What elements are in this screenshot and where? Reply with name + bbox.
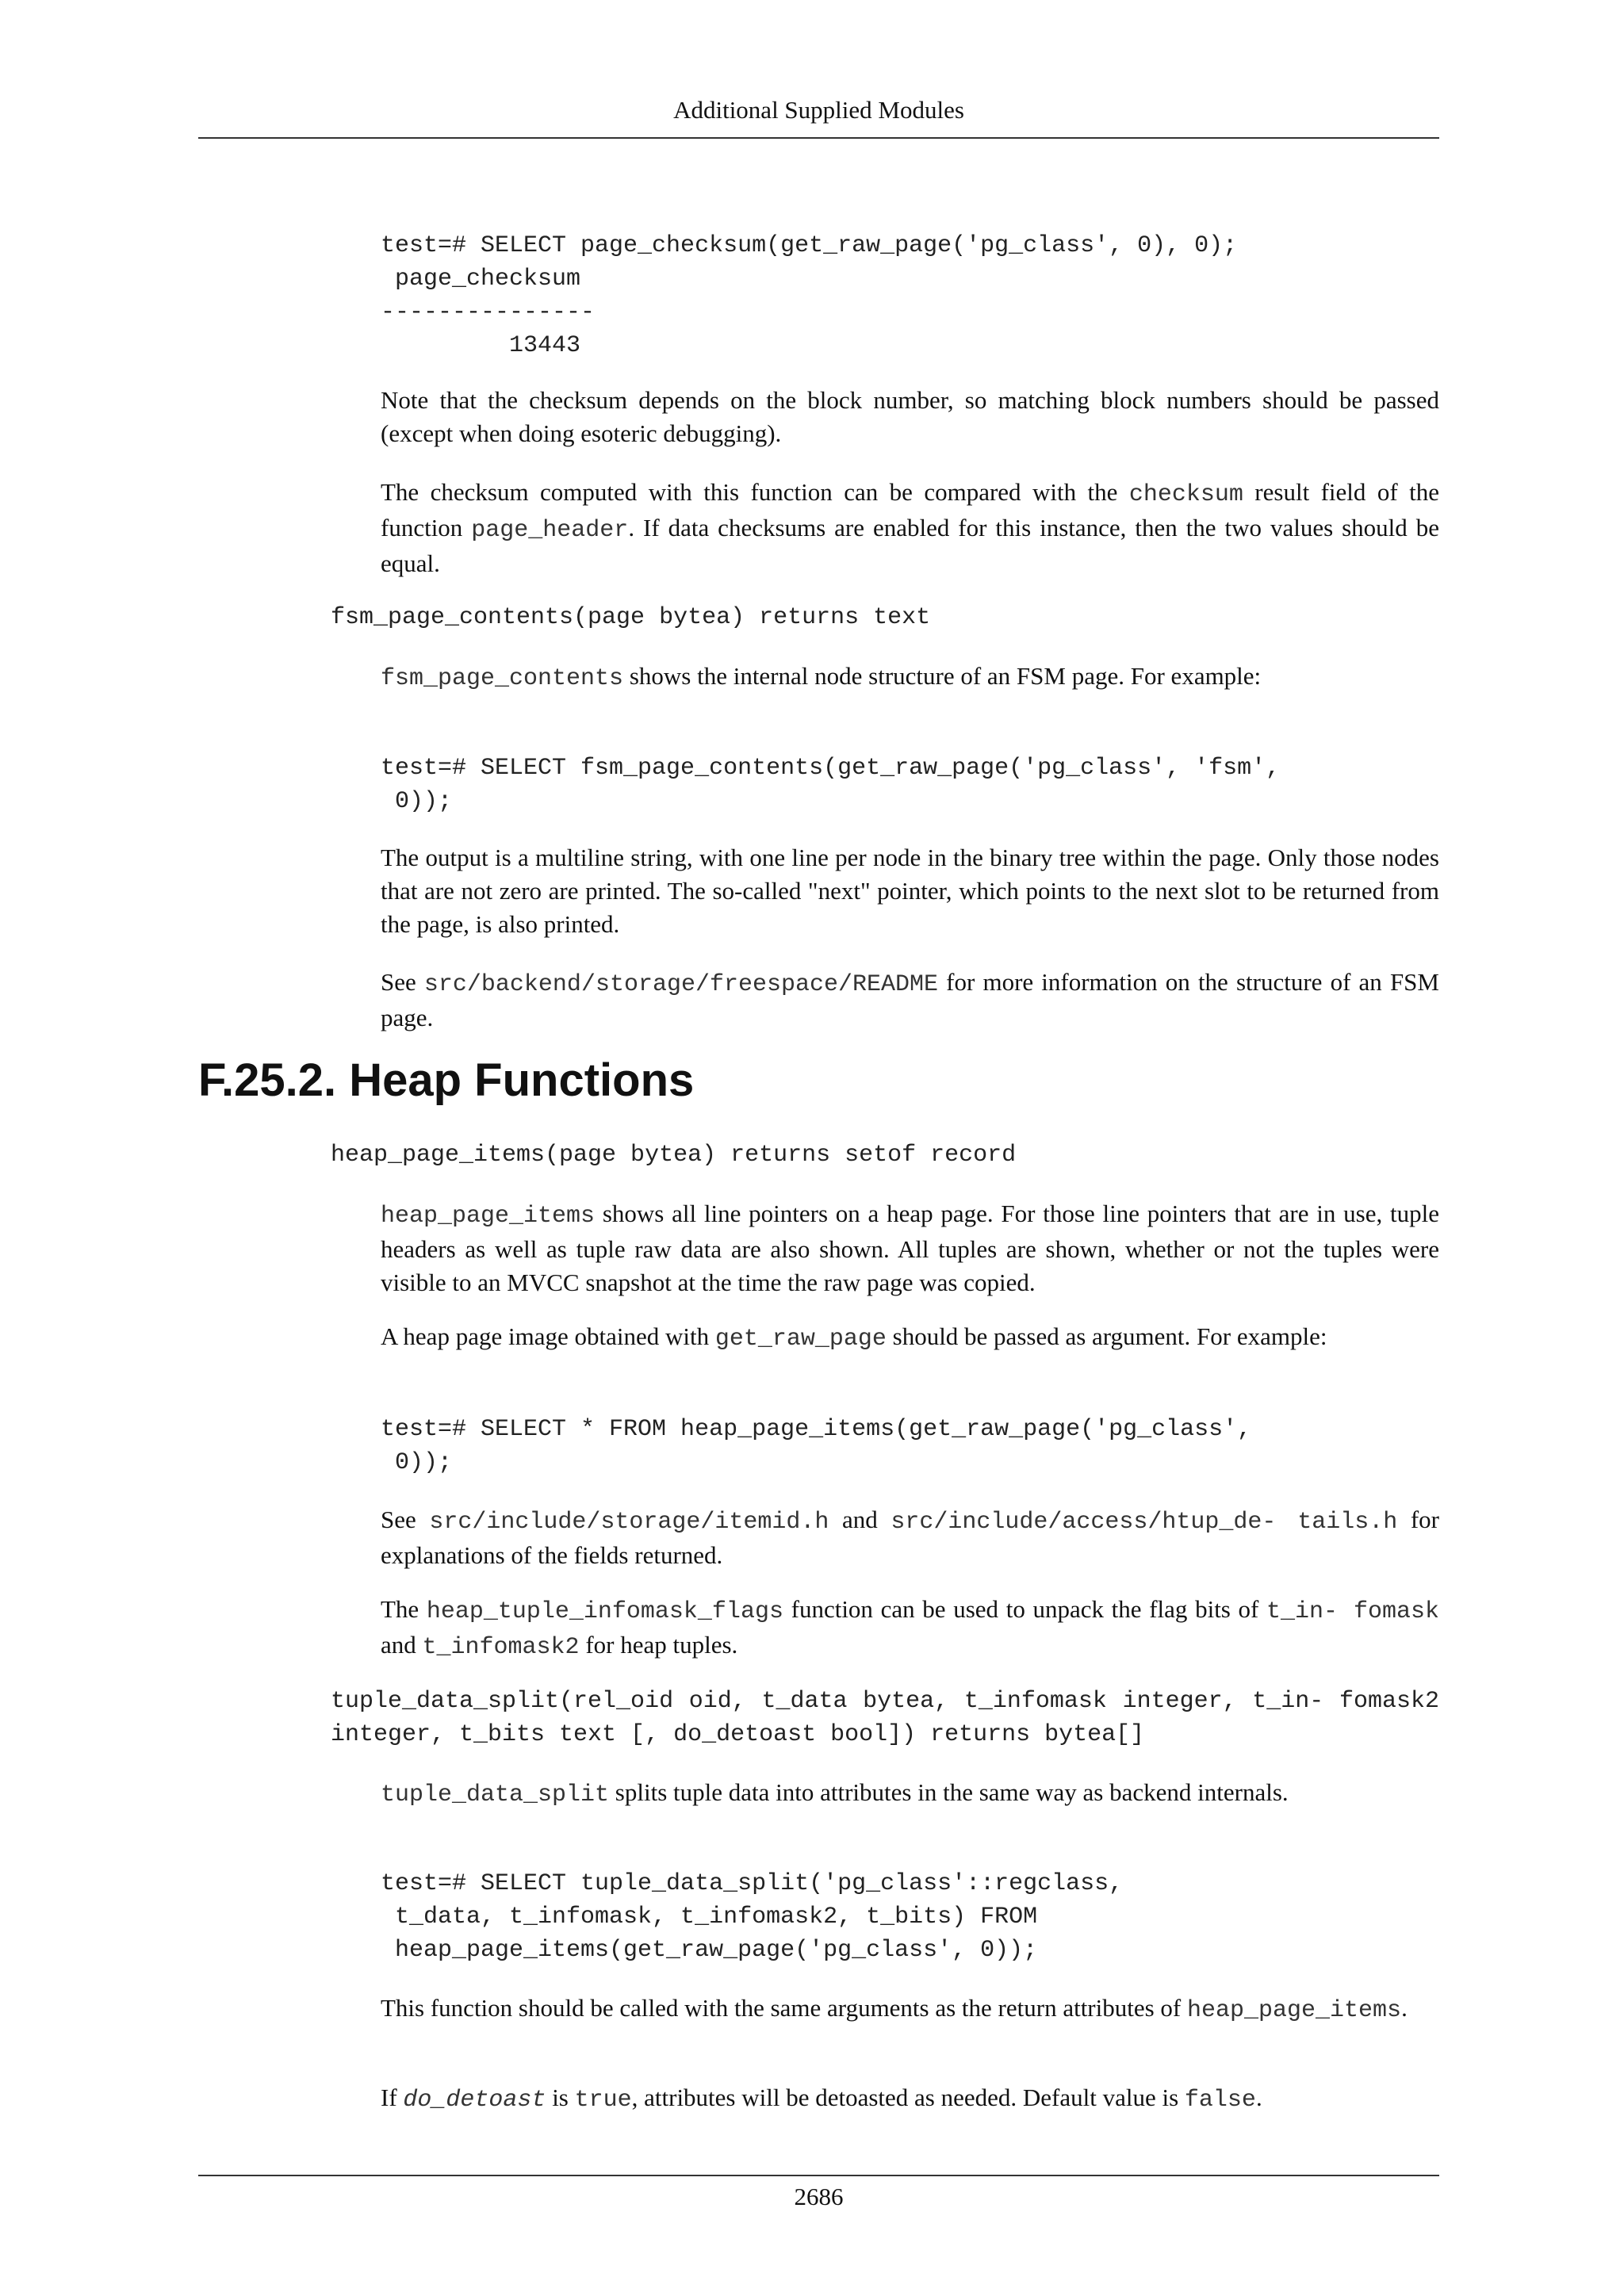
paragraph-tuple-split: [381, 1776, 1439, 1812]
text: for heap tuples.: [579, 1631, 738, 1659]
inline-code: heap_tuple_infomask_flags: [426, 1598, 783, 1625]
inline-code: false: [1184, 2087, 1256, 2114]
text: If: [381, 2084, 404, 2111]
paragraph-same-arguments: [381, 1992, 1439, 2027]
paragraph-see-readme: [381, 966, 1439, 1035]
paragraph-heap-items: [381, 1197, 1439, 1299]
text: and: [381, 1631, 423, 1659]
text: result field of the function: [381, 478, 1439, 541]
inline-code: t_infomask2: [422, 1634, 580, 1661]
code-line: 0));: [381, 788, 453, 815]
paragraph-argument: [381, 1320, 1439, 1356]
text: .: [1255, 2084, 1262, 2111]
text: .: [1401, 1994, 1408, 2022]
paragraph-infomask-flags: [381, 1593, 1439, 1664]
text: function can be used to unpack the flag bits of: [783, 1595, 1267, 1623]
code-line: heap_page_items(get_raw_page('pg_class', 0));: [381, 1937, 1038, 1964]
footer-rule: [198, 2175, 1439, 2176]
paragraph-see-headers: [381, 1503, 1439, 1572]
inline-code: src/include/access/htup_de- tails.h: [891, 1509, 1398, 1536]
inline-code: src/include/storage/itemid.h: [429, 1509, 829, 1536]
text: The: [381, 1595, 427, 1623]
inline-code: heap_page_items: [381, 1203, 596, 1230]
text: for more information on the structure of an FSM page.: [381, 968, 1439, 1031]
section-heading: F.25.2. Heap Functions: [198, 1054, 695, 1106]
code-page-checksum: [381, 229, 1237, 362]
text: , attributes will be detoasted as needed. Default value is: [631, 2084, 1185, 2111]
page-number: 2686: [794, 2183, 844, 2210]
header-rule: [198, 137, 1439, 139]
inline-code: tuple_data_split: [381, 1781, 610, 1808]
text: A heap page image obtained with: [381, 1322, 715, 1350]
text: and: [829, 1506, 891, 1533]
text: is: [546, 2084, 575, 2111]
code-line: test=# SELECT fsm_page_contents(get_raw_page('pg_class', 'fsm',: [381, 755, 1281, 782]
code-line: ---------------: [381, 299, 596, 326]
paragraph-output: The output is a multiline string, with one line per node in the binary tree within the page. Only those nodes that are not zero are printed. The so-called "next" pointer, which points to the next slot to be returned from the page, is also printed.: [381, 844, 1439, 938]
code-line: test=# SELECT page_checksum(get_raw_page('pg_class', 0), 0);: [381, 232, 1238, 259]
inline-code: page_header: [471, 517, 629, 544]
code-fsm: [381, 752, 1280, 818]
text: shows all line pointers on a heap page. For those line pointers that are in use, tuple headers as well as tuple raw data are also shown. All tuples are shown, whether or not the tuples were visible to an MVCC snapshot at the time the raw page was copied.: [381, 1200, 1439, 1296]
function-signature-tuple-data-split: tuple_data_split(rel_oid oid, t_data bytea, t_infomask integer, t_in- fomask2 integer, t_bits text [, do_detoast bool]) returns bytea[]: [331, 1688, 1439, 1748]
code-line: t_data, t_infomask, t_infomask2, t_bits) FROM: [381, 1904, 1038, 1931]
inline-code: src/backend/storage/freespace/README: [423, 971, 939, 998]
text: See: [381, 968, 424, 996]
paragraph-checksum-compare: [381, 476, 1439, 580]
text: should be passed as argument. For example:: [886, 1322, 1327, 1350]
inline-code: t_in- fomask: [1266, 1598, 1439, 1625]
code-line: page_checksum: [381, 266, 581, 293]
inline-code: do_detoast: [403, 2087, 546, 2114]
code-line: 13443: [381, 332, 581, 359]
paragraph-detoast: [381, 2081, 1439, 2117]
text: . If data checksums are enabled for this instance, then the two values should be equal.: [381, 514, 1439, 577]
function-signature-heap: heap_page_items(page bytea) returns setof record: [331, 1142, 1017, 1169]
function-signature-fsm: fsm_page_contents(page bytea) returns text: [331, 604, 931, 631]
code-line: test=# SELECT * FROM heap_page_items(get_raw_page('pg_class',: [381, 1416, 1252, 1443]
code-line: test=# SELECT tuple_data_split('pg_class'::regclass,: [381, 1870, 1124, 1897]
inline-code: fsm_page_contents: [381, 665, 624, 692]
code-line: 0));: [381, 1449, 453, 1476]
text: See: [381, 1506, 430, 1533]
code-heap-items: [381, 1413, 1251, 1479]
text: The checksum computed with this function can be compared with the: [381, 478, 1129, 506]
inline-code: true: [574, 2087, 632, 2114]
inline-code: heap_page_items: [1187, 1997, 1402, 2024]
paragraph-note: Note that the checksum depends on the block number, so matching block numbers should be passed (except when doing esoteric debugging).: [381, 386, 1439, 447]
code-tuple-split: [381, 1867, 1123, 1967]
text: This function should be called with the same arguments as the return attributes of: [381, 1994, 1188, 2022]
inline-code: get_raw_page: [714, 1326, 887, 1353]
text: shows the internal node structure of an FSM page. For example:: [623, 662, 1262, 690]
inline-code: checksum: [1128, 481, 1243, 508]
text: splits tuple data into attributes in the same way as backend internals.: [609, 1778, 1289, 1806]
paragraph-fsm: [381, 660, 1439, 695]
text: for explanations of the fields returned.: [381, 1506, 1439, 1569]
running-header: Additional Supplied Modules: [673, 96, 964, 124]
